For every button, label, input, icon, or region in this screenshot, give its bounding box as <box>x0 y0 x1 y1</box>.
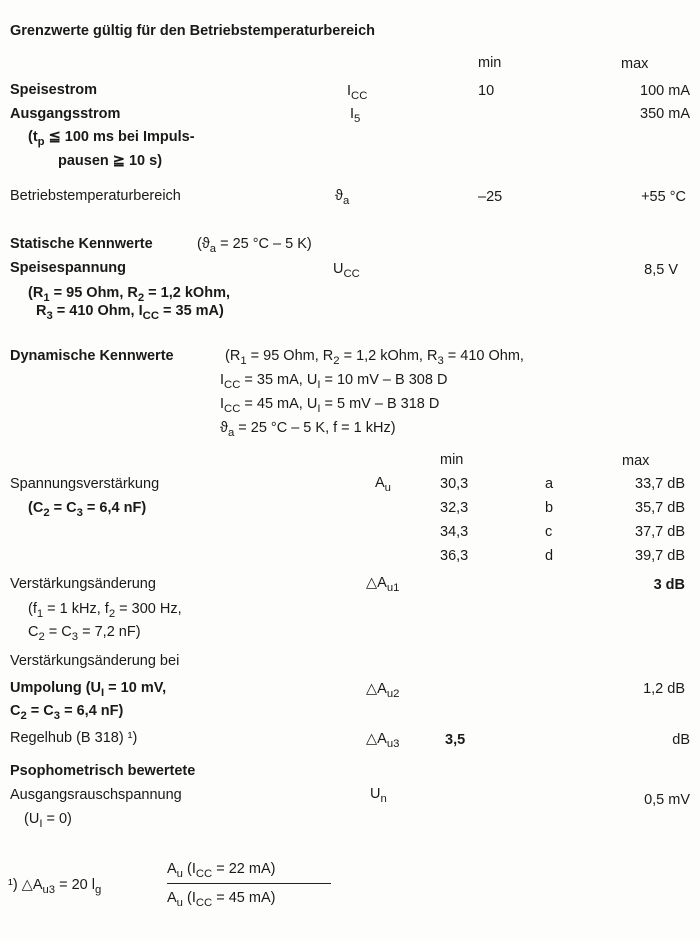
subscript: I <box>101 686 105 699</box>
gain-max: 37,7 dB <box>635 524 685 540</box>
subscript: 3 <box>71 630 79 643</box>
cond-statisch <box>197 235 312 253</box>
symbol-delta-au1 <box>366 574 399 592</box>
subscript: 2 <box>43 506 50 519</box>
text-segment: U <box>370 786 381 802</box>
text-segment: A <box>167 861 177 877</box>
subscript: CC <box>195 867 213 880</box>
text-segment: A <box>375 475 385 491</box>
gain-group: a <box>545 476 554 492</box>
footnote-lhs <box>8 876 101 894</box>
text-segment: = 35 mA, U <box>240 372 318 388</box>
text-segment: (C <box>28 500 44 516</box>
text-segment: = 7,2 nF) <box>78 624 141 640</box>
fraction-bar <box>167 883 331 884</box>
text-segment: = 1,2 kOhm, R <box>339 348 438 364</box>
gain-max: 33,7 dB <box>635 476 685 492</box>
gain-min: 36,3 <box>440 548 469 564</box>
subscript: CC <box>351 89 368 102</box>
label-speisestrom: Speisestrom <box>10 82 98 98</box>
subscript: 3 <box>53 709 61 722</box>
text-segment: = 5 mV – B 318 D <box>320 396 440 412</box>
subscript: p <box>37 135 45 148</box>
symbol-un <box>370 785 387 803</box>
subscript: I <box>317 378 321 391</box>
text-segment: I <box>347 83 352 99</box>
label-speisespannung: Speisespannung <box>10 260 127 276</box>
text-segment: = 20 l <box>55 877 95 893</box>
subscript: u3 <box>386 737 400 750</box>
text-segment: (R <box>225 348 241 364</box>
text-segment: △A <box>366 575 387 591</box>
subscript: u <box>176 867 183 880</box>
subscript: 3 <box>46 309 53 322</box>
text-segment: (t <box>28 129 38 145</box>
label-aenderung-umpolung-1: Verstärkungsänderung bei <box>10 653 180 669</box>
unit-regelhub: dB <box>672 732 690 748</box>
label-spannungsverstaerkung: Spannungsverstärkung <box>10 476 160 492</box>
text-segment: I <box>220 372 225 388</box>
subscript: u2 <box>386 687 400 700</box>
gain-max: 39,7 dB <box>635 548 685 564</box>
cond-ausgangsstrom-2 <box>58 152 162 170</box>
min-header: min <box>478 55 502 71</box>
symbol-au <box>375 474 391 492</box>
text-segment: = 1 kHz, f <box>43 601 109 617</box>
text-segment: ¹) △A <box>8 877 43 893</box>
symbol-theta-a <box>335 187 349 205</box>
subscript: 2 <box>20 709 27 722</box>
text-segment: = 10 mV, <box>104 680 167 696</box>
gain-group: d <box>545 548 554 564</box>
text-segment: = 300 Hz, <box>115 601 182 617</box>
text-segment: = 25 °C – 5 K) <box>216 236 312 252</box>
text-segment: C <box>10 703 21 719</box>
text-segment: R <box>36 303 47 319</box>
subscript: 2 <box>108 607 116 620</box>
max-verstaerkungsaenderung: 3 dB <box>653 577 685 593</box>
cond-speisespannung-1 <box>28 284 230 302</box>
section-title-statisch: Statische Kennwerte <box>10 236 153 252</box>
subscript: g <box>95 883 102 896</box>
subscript: 2 <box>333 354 340 367</box>
max-speisespannung: 8,5 V <box>644 262 678 278</box>
symbol-icc <box>347 82 367 100</box>
subscript: 3 <box>437 354 444 367</box>
text-segment: = 45 mA, U <box>240 396 318 412</box>
cond-rauschen <box>24 810 72 828</box>
subscript: 3 <box>76 506 83 519</box>
text-segment: = 95 Ohm, R <box>49 285 138 301</box>
label-ausgangsstrom: Ausgangsstrom <box>10 106 121 122</box>
text-segment: Umpolung (U <box>10 680 102 696</box>
footnote-fraction <box>167 860 331 907</box>
text-segment: = 95 Ohm, R <box>246 348 334 364</box>
section-title-dynamisch: Dynamische Kennwerte <box>10 348 174 364</box>
label-rauschen-2: Ausgangsrauschspannung <box>10 787 182 803</box>
subscript: u <box>176 896 183 909</box>
subscript: CC <box>343 267 360 280</box>
text-segment: I <box>350 106 355 122</box>
subscript: 1 <box>36 607 44 620</box>
min-temperatur: –25 <box>478 189 503 205</box>
text-segment: = 6,4 nF) <box>82 500 147 516</box>
text-segment: (ϑ <box>197 236 210 252</box>
symbol-delta-au3 <box>366 730 399 748</box>
text-segment: I <box>220 396 225 412</box>
subscript: a <box>227 426 235 439</box>
cond-dynamisch-3 <box>220 395 439 413</box>
symbol-i5 <box>350 105 360 123</box>
cond-dynamisch-2 <box>220 371 447 389</box>
text-segment: = 45 mA) <box>212 890 276 906</box>
footnote-denominator <box>167 889 331 907</box>
cond-aenderung1-2 <box>28 623 141 641</box>
max-speisestrom: 100 mA <box>640 83 690 99</box>
cond-spannungsverstaerkung <box>28 499 146 517</box>
gain-max: 35,7 dB <box>635 500 685 516</box>
text-segment: = 410 Ohm, <box>443 348 524 364</box>
min-regelhub: 3,5 <box>445 732 466 748</box>
gain-group: c <box>545 524 553 540</box>
text-segment: U <box>333 261 344 277</box>
max-temperatur: +55 °C <box>641 189 686 205</box>
section-title-grenzwerte: Grenzwerte gültig für den Betriebstemperaturbereich <box>10 23 375 39</box>
gain-min: 34,3 <box>440 524 469 540</box>
text-segment: = 35 mA) <box>158 303 224 319</box>
text-segment: = C <box>26 703 54 719</box>
cond-speisespannung-2 <box>36 302 224 320</box>
subscript: n <box>380 792 387 805</box>
text-segment: (R <box>28 285 44 301</box>
text-segment: △A <box>366 681 387 697</box>
subscript: 2 <box>137 291 145 304</box>
text-segment: ϑ <box>335 188 343 204</box>
subscript: u3 <box>42 883 56 896</box>
gain-min: 30,3 <box>440 476 469 492</box>
gain-min: 32,3 <box>440 500 469 516</box>
footnote-numerator <box>167 860 331 878</box>
subscript: CC <box>142 309 159 322</box>
text-segment: ϑ <box>220 420 228 436</box>
subscript: I <box>317 402 321 415</box>
label-aenderung-umpolung-2 <box>10 679 166 697</box>
subscript: a <box>342 194 350 207</box>
text-segment: = 25 °C – 5 K, f = 1 kHz) <box>234 420 396 436</box>
text-segment: (f <box>28 601 37 617</box>
text-segment: A <box>167 890 177 906</box>
cond-dynamisch-4 <box>220 419 396 437</box>
subscript: CC <box>195 896 213 909</box>
subscript: a <box>209 242 217 255</box>
max-header: max <box>621 56 649 72</box>
text-segment: = 22 mA) <box>212 861 276 877</box>
subscript: u <box>384 481 391 494</box>
text-segment: (U <box>24 811 40 827</box>
label-rauschen-1: Psophometrisch bewertete <box>10 763 196 779</box>
max-rauschen: 0,5 mV <box>644 792 690 808</box>
text-segment: = 6,4 nF) <box>60 703 124 719</box>
gain-group: b <box>545 500 554 516</box>
subscript: CC <box>224 402 241 415</box>
text-segment: = C <box>49 500 77 516</box>
cond-dynamisch-1 <box>225 347 524 365</box>
symbol-ucc <box>333 260 360 278</box>
subscript: CC <box>224 378 241 391</box>
subscript: u1 <box>386 581 400 594</box>
text-segment: pausen ≧ 10 s) <box>58 153 163 169</box>
label-regelhub: Regelhub (B 318) ¹) <box>10 730 138 746</box>
subscript: 1 <box>240 354 247 367</box>
label-verstaerkungsaenderung: Verstärkungsänderung <box>10 576 156 592</box>
cond-ausgangsstrom-1 <box>28 128 195 146</box>
text-segment: = 410 Ohm, I <box>52 303 143 319</box>
label-aenderung-umpolung-3 <box>10 702 123 720</box>
min-header-dynamisch: min <box>440 452 464 468</box>
symbol-delta-au2 <box>366 680 399 698</box>
subscript: I <box>39 817 43 830</box>
text-segment: (I <box>182 890 196 906</box>
text-segment: = C <box>44 624 72 640</box>
text-segment: = 10 mV – B 308 D <box>320 372 448 388</box>
cond-aenderung1-1 <box>28 600 182 618</box>
subscript: 5 <box>354 112 361 125</box>
text-segment: (I <box>182 861 196 877</box>
text-segment: C <box>28 624 39 640</box>
text-segment: △A <box>366 731 387 747</box>
max-header-dynamisch: max <box>622 453 650 469</box>
min-speisestrom: 10 <box>478 83 495 99</box>
max-aenderung-umpolung: 1,2 dB <box>643 681 685 697</box>
subscript: 2 <box>38 630 45 643</box>
text-segment: ≦ 100 ms bei Impuls- <box>44 129 195 145</box>
label-temperatur: Betriebstemperaturbereich <box>10 188 181 204</box>
text-segment: = 1,2 kOhm, <box>144 285 230 301</box>
max-ausgangsstrom: 350 mA <box>640 106 690 122</box>
subscript: 1 <box>43 291 50 304</box>
text-segment: = 0) <box>42 811 72 827</box>
